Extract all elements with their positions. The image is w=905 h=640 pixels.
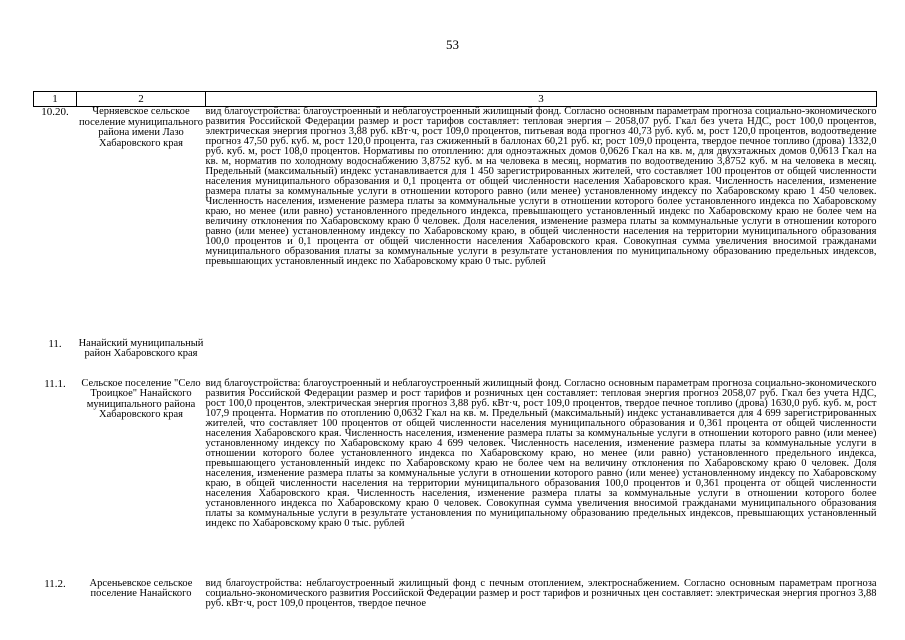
page-number: 53 [446,37,459,52]
column-header-3: 3 [206,92,877,107]
table-row [34,339,877,379]
table-header-row [34,92,877,107]
row-number: 11.1. [44,377,66,390]
table-row [34,579,877,609]
row-number: 11. [48,337,62,350]
column-header-2: 2 [77,92,206,107]
municipality-name: Арсеньевское сельское поселение Нанайского [89,577,193,599]
tariff-table [33,91,877,609]
tariff-description: вид благоустройства: благоустроенный и неблагоустроенный жилищный фонд. Согласно основным параметрам прогноза социально-экономического развития Российской Федерации размер и рост тарифов и розничных цен составляет: тепловая энергия прогноз 2058,07 руб. Гкал без учета НДС, рост 100,0 процентов, электрическая энергия прогноз 3,88 руб. кВт·ч, рост 109,0 процентов, твердое печное топливо (дрова) 1630,0 руб. куб. м, рост 107,9 процента. Норматив по отоплению 0,0632 Гкал на кв. м. Предельный (максимальный) индекс устанавливается для 4 699 зарегистрированных жителей, что составляет 100 процентов от общей численности населения муниципального образования и 0,361 процента от общей численности населения Хабаровского края. Численность населения, изменение размера платы за коммунальные услуги в отношении которого равно (или менее) установленному индексу по Хабаровскому краю 4 699 человек. Численность населения, изменение размера платы за коммунальные услуги в отношении которого более установленного индекса по Хабаровскому краю, но менее (или равно) установленного предельного индекса, превышающего установленный индекс по Хабаровскому краю не более чем на величину отклонения по Хабаровскому краю 0 человек. Доля населения, изменение размера платы за коммунальные услуги в отношении которого равно (или менее) установленному индексу по Хабаровскому краю, в общей численности населения на территории муниципального образования 100,0 процентов и 0,361 процента от общей численности населения Хабаровского края. Численность населения, изменение размера платы за коммунальные услуги в отношении которого более установленного индекса по Хабаровскому краю 0 человек. Совокупная сумма увеличения вносимой гражданами муниципального образования платы за коммунальные услуги в результате установления по муниципальному образованию предельных индексов, превышающих установленный индекс по Хабаровскому краю 0 тыс. рублей [205,377,877,529]
municipality-name: Сельское поселение "Село Троицкое" Нанайского муниципального района Хабаровского края [81,377,201,420]
tariff-description: вид благоустройства: неблагоустроенный жилищный фонд с печным отоплением, электроснабжением. Согласно основным параметрам прогноза социально-экономического развития Российской Федерации размер и рост тарифов и розничных цен составляет: электрическая энергия прогноз 3,88 руб. кВт·ч, рост 109,0 процентов, твердое печное [205,577,877,609]
row-number: 10.20. [41,106,69,118]
tariff-description: вид благоустройства: благоустроенный и неблагоустроенный жилищный фонд. Согласно основным параметрам прогноза социально-экономического развития Российской Федерации размер и рост тарифов составляет: тепловая энергия – 2058,07 руб. Гкал без учета НДС, рост 100,0 процентов, электрическая энергия прогноз 3,88 руб. кВт·ч, рост 109,0 процентов, питьевая вода прогноз 40,73 руб. куб. м, рост 120,0 процентов, водоотведение прогноз 47,50 руб. куб. м, рост 120,0 процента, газ сжиженный в баллонах 60,21 руб. кг, рост 109,0 процента, твердое печное топливо (дрова) 1332,0 руб. куб. м, рост 108,0 процентов. Нормативы по отоплению: для одноэтажных домов 0,0626 Гкал на кв. м, для двухэтажных домов 0,0613 Гкал на кв. м, норматив по холодному водоснабжению 3,8752 куб. м на человека в месяц, норматив по водоотведению 3,8752 куб. м на человека в месяц. Предельный (максимальный) индекс устанавливается для 1 450 зарегистрированных жителей, что составляет 100 процентов от общей численности населения муниципального образования и 0,1 процента от общей численности населения Хабаровского края. Численность населения, изменение размера платы за коммунальные услуги в отношении которого равно (или менее) установленному индексу по Хабаровскому краю 1 450 человек. Численность населения, изменение размера платы за коммунальные услуги в отношении которого более установленного индекса по Хабаровскому краю, но менее (или равно) установленного предельного индекса, превышающего установленный индекс по Хабаровскому краю не более чем на величину отклонения по Хабаровскому краю 0 человек. Доля населения, изменение размера платы за коммунальные услуги в отношении которого равно (или менее) установленному индексу по Хабаровскому краю, в общей численности населения на территории муниципального образования 100,0 процентов и 0,1 процента от общей численности населения Хабаровского края. Совокупная сумма увеличения вносимой гражданами муниципального образования платы за коммунальные услуги в результате установления по муниципальному образованию предельных индексов, превышающих установленный индекс по Хабаровскому краю 0 тыс. рублей [205,106,877,267]
municipality-name: Черняевское сельское поселение муниципального района имени Лазо Хабаровского края [79,106,203,149]
table-row [34,379,877,579]
row-number: 11.2. [44,577,66,590]
column-header-1: 1 [34,92,77,107]
municipality-name: Нанайский муниципальный район Хабаровского края [78,337,204,359]
tariff-description [206,339,877,379]
table-row [34,107,877,339]
